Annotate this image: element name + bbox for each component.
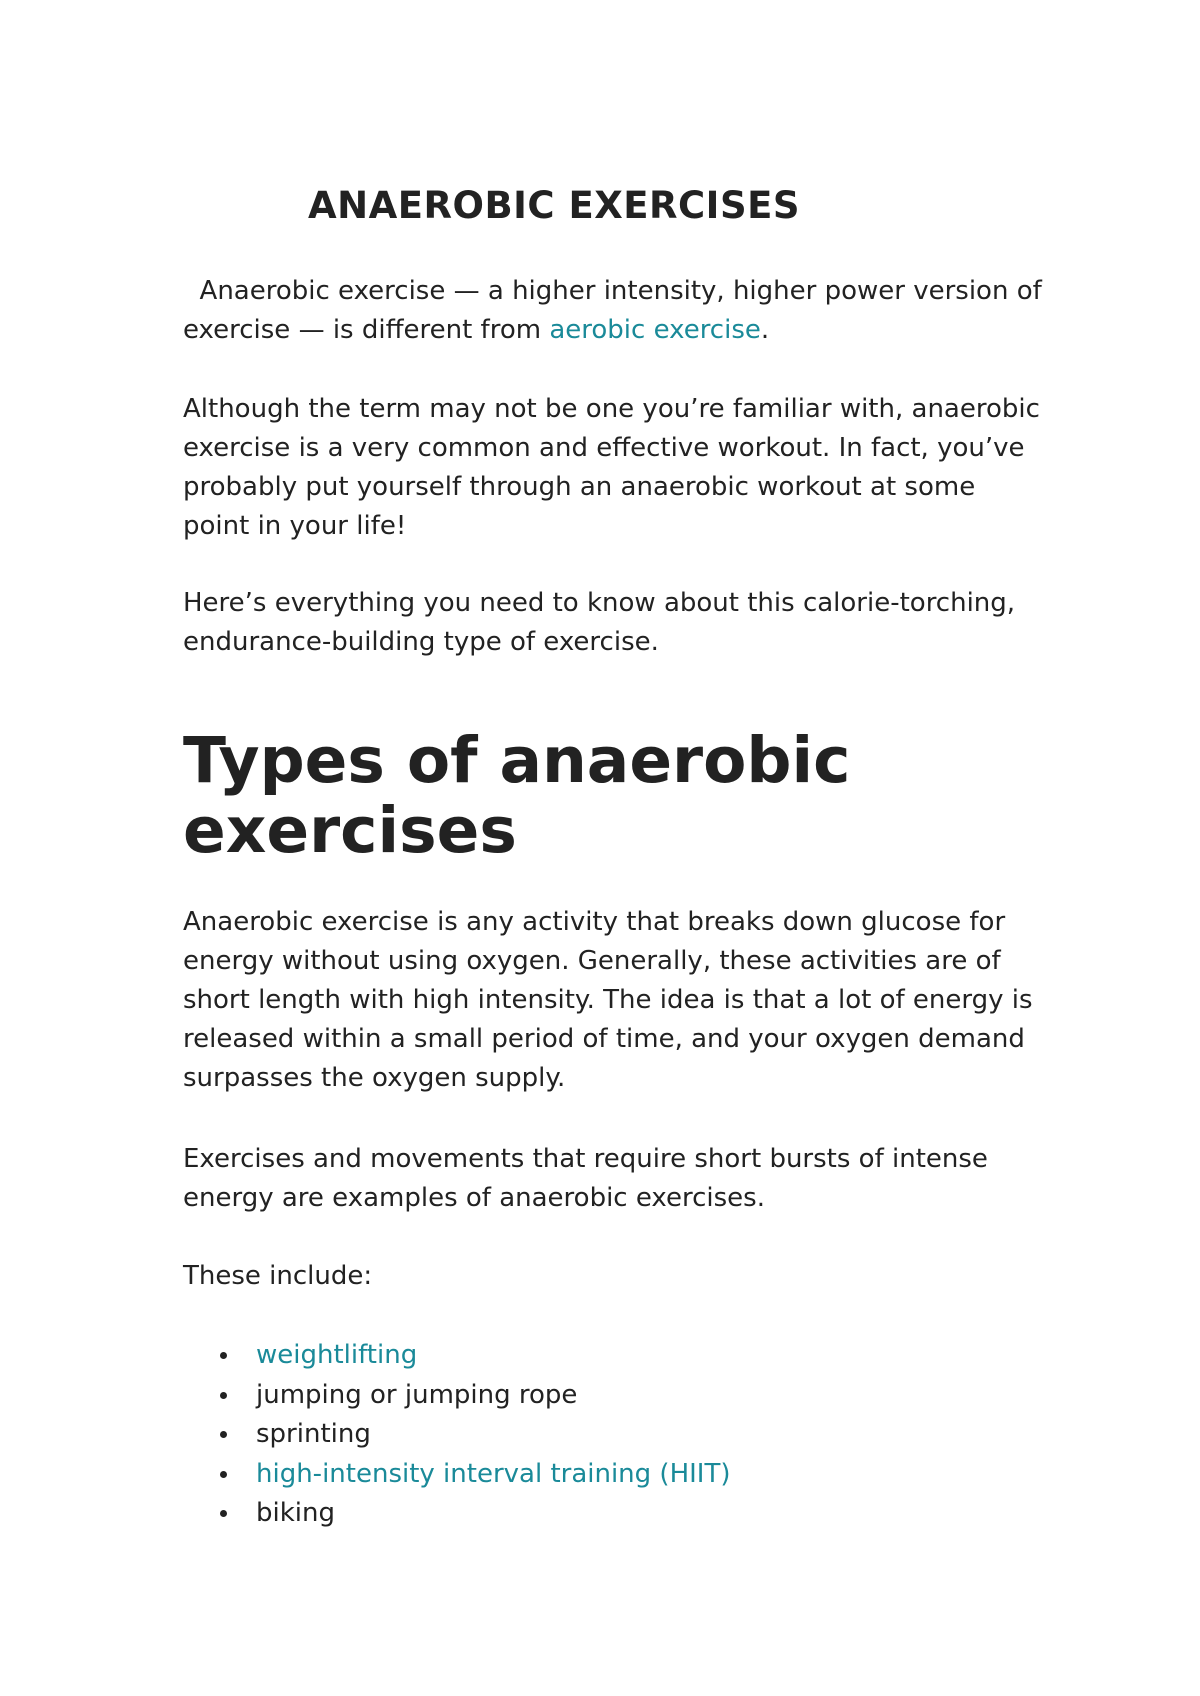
paragraph-familiarity: Although the term may not be one you’re familiar with, anaerobic exercise is a very common and effective workout. In fact, you’ve probably put yourself through an anaerobic workout at some point in your life! bbox=[183, 394, 1040, 541]
bullet-icon bbox=[220, 1352, 227, 1359]
weightlifting-link[interactable]: weightlifting bbox=[256, 1340, 418, 1370]
list-item-label: jumping or jumping rope bbox=[256, 1379, 578, 1410]
aerobic-exercise-link[interactable]: aerobic exercise bbox=[549, 315, 761, 345]
document-title: ANAEROBIC EXERCISES bbox=[308, 184, 801, 227]
list-item-label: sprinting bbox=[256, 1419, 371, 1449]
section-heading-types: Types of anaerobic exercises bbox=[183, 724, 851, 867]
list-item-label: biking bbox=[256, 1498, 335, 1528]
list-item bbox=[183, 1455, 731, 1495]
intro-paragraph bbox=[183, 272, 1051, 350]
bullet-icon bbox=[220, 1471, 227, 1478]
list-item bbox=[183, 1415, 731, 1455]
paragraph-definition: Anaerobic exercise is any activity that breaks down glucose for energy without using oxygen. Generally, these activities are of short length with high intensity. The idea is that a lot of energy is released within a small period of time, and your oxygen demand surpasses the oxygen supply. bbox=[183, 907, 1033, 1093]
paragraph-these-include: These include: bbox=[183, 1261, 373, 1291]
bullet-icon bbox=[220, 1510, 227, 1517]
paragraph-overview: Here’s everything you need to know about this calorie-torching, endurance-building type of exercise. bbox=[183, 588, 1016, 657]
bullet-icon bbox=[220, 1392, 227, 1399]
intro-text-end: . bbox=[760, 315, 770, 345]
list-item bbox=[183, 1376, 731, 1416]
paragraph-examples: Exercises and movements that require short bursts of intense energy are examples of anaerobic exercises. bbox=[183, 1144, 988, 1213]
hiit-link[interactable]: high-intensity interval training (HIIT) bbox=[256, 1458, 731, 1489]
exercise-list bbox=[183, 1336, 731, 1534]
list-item bbox=[183, 1494, 731, 1534]
bullet-icon bbox=[220, 1431, 227, 1438]
list-item bbox=[183, 1336, 731, 1376]
intro-text: Anaerobic exercise — a higher intensity, higher power version of exercise — is different from bbox=[183, 276, 1051, 345]
